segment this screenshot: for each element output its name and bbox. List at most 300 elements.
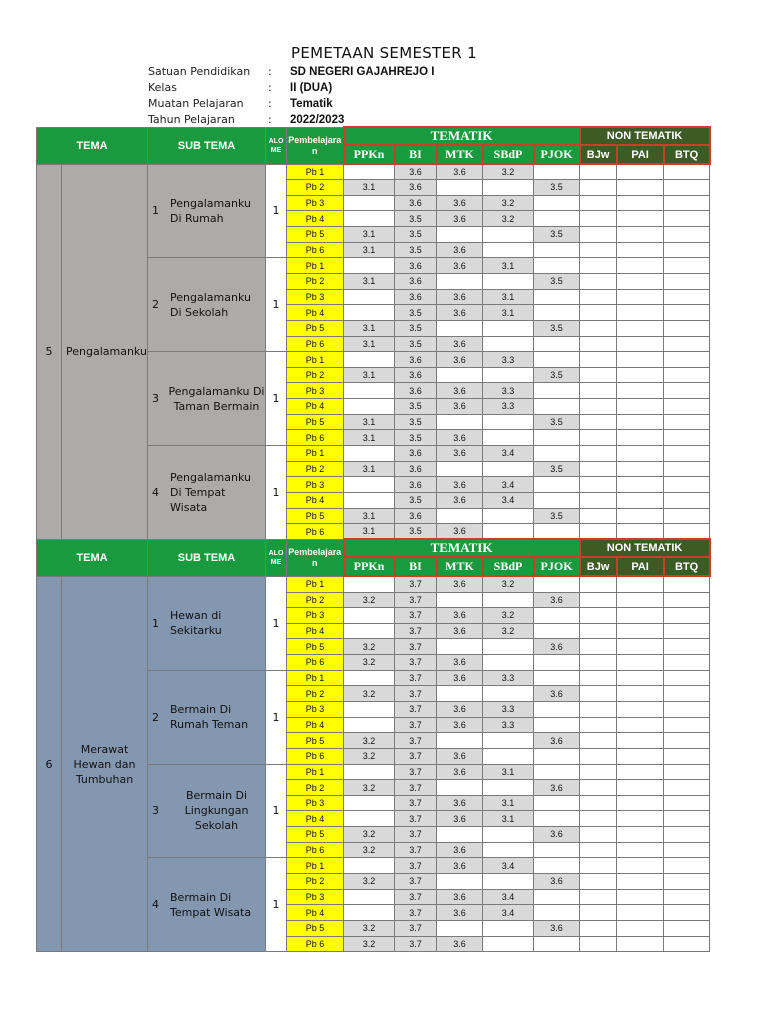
kd-value-bi: 3.7 (395, 905, 437, 921)
kd-value-bjw (580, 920, 617, 936)
kd-value-ppkn: 3.2 (344, 655, 395, 671)
pembelajaran-label: Pb 2 (287, 874, 344, 890)
kd-value-ppkn: 3.2 (344, 639, 395, 655)
kd-value-ppkn (344, 608, 395, 624)
kd-value-mtk (437, 180, 483, 196)
kd-value-bi: 3.7 (395, 702, 437, 718)
kd-value-ppkn: 3.2 (344, 936, 395, 952)
pembelajaran-label: Pb 3 (287, 289, 344, 305)
kd-value-bi: 3.7 (395, 764, 437, 780)
pembelajaran-label: Pb 2 (287, 592, 344, 608)
kd-value-sbdp: 3.1 (483, 795, 534, 811)
kd-value-bjw (580, 352, 617, 368)
alokasi-value: 1 (266, 858, 287, 952)
kd-value-bi: 3.7 (395, 717, 437, 733)
kd-value-bi: 3.5 (395, 414, 437, 430)
kd-value-sbdp: 3.3 (483, 383, 534, 399)
kd-value-bjw (580, 399, 617, 415)
kd-value-sbdp (483, 508, 534, 524)
kd-value-bjw (580, 874, 617, 890)
kd-value-ppkn (344, 477, 395, 493)
kd-value-ppkn (344, 811, 395, 827)
kd-value-pai (617, 273, 664, 289)
kd-value-bi: 3.5 (395, 336, 437, 352)
kd-value-pai (617, 367, 664, 383)
subtema (148, 890, 265, 920)
kd-value-sbdp: 3.4 (483, 889, 534, 905)
header-subtema: SUB TEMA (148, 127, 266, 164)
pembelajaran-label: Pb 2 (287, 461, 344, 477)
kd-value-ppkn (344, 670, 395, 686)
kd-value-bjw (580, 524, 617, 540)
subtema-cell (148, 164, 266, 258)
tema-number: 5 (37, 164, 62, 539)
kd-value-pai (617, 227, 664, 243)
kd-value-bjw (580, 623, 617, 639)
header-alokasi: ALO ME (266, 539, 287, 576)
kd-value-bi: 3.6 (395, 477, 437, 493)
kd-value-mtk: 3.6 (437, 242, 483, 258)
kd-value-ppkn: 3.2 (344, 827, 395, 843)
subtema-number: 2 (152, 298, 160, 312)
kd-value-btq (664, 273, 710, 289)
kd-value-bi: 3.7 (395, 733, 437, 749)
kd-value-ppkn (344, 164, 395, 180)
tema-name: Pengalamanku (62, 164, 148, 539)
kd-value-ppkn (344, 289, 395, 305)
kd-value-pai (617, 399, 664, 415)
kd-value-ppkn (344, 305, 395, 321)
pembelajaran-label: Pb 1 (287, 576, 344, 592)
kd-value-mtk (437, 461, 483, 477)
kd-value-bi: 3.5 (395, 399, 437, 415)
kd-value-mtk (437, 592, 483, 608)
info-row (148, 80, 434, 96)
kd-value-mtk: 3.6 (437, 576, 483, 592)
kd-value-bjw (580, 305, 617, 321)
kd-value-ppkn (344, 446, 395, 462)
kd-value-bjw (580, 858, 617, 874)
kd-value-pjok: 3.5 (534, 320, 580, 336)
kd-value-pjok (534, 764, 580, 780)
kd-value-ppkn: 3.2 (344, 748, 395, 764)
kd-value-mtk (437, 780, 483, 796)
header-subject-sbdp: SBdP (483, 557, 534, 576)
kd-value-bi: 3.7 (395, 827, 437, 843)
kd-value-ppkn (344, 905, 395, 921)
header-tema: TEMA (37, 539, 148, 576)
kd-value-bi: 3.7 (395, 795, 437, 811)
kd-value-sbdp: 3.4 (483, 446, 534, 462)
kd-value-sbdp (483, 414, 534, 430)
tema-name: Merawat Hewan dan Tumbuhan (62, 576, 148, 951)
kd-value-mtk: 3.6 (437, 748, 483, 764)
kd-value-btq (664, 576, 710, 592)
subtema-name: Pengalamanku Di Sekolah (170, 290, 251, 319)
kd-value-btq (664, 414, 710, 430)
kd-value-pjok (534, 352, 580, 368)
subtema-name: Hewan di Sekitarku (170, 609, 222, 638)
kd-value-pjok: 3.5 (534, 227, 580, 243)
kd-value-bjw (580, 795, 617, 811)
kd-value-pai (617, 639, 664, 655)
kd-value-bjw (580, 195, 617, 211)
kd-value-pjok: 3.5 (534, 180, 580, 196)
kd-value-pjok: 3.5 (534, 414, 580, 430)
kd-value-pai (617, 889, 664, 905)
subtema-name: Bermain Di Rumah Teman (170, 703, 249, 732)
kd-value-pai (617, 670, 664, 686)
kd-value-pjok (534, 524, 580, 540)
info-value: 2022/2023 (290, 114, 345, 126)
kd-value-pjok: 3.6 (534, 733, 580, 749)
kd-value-ppkn: 3.2 (344, 780, 395, 796)
kd-value-bi: 3.7 (395, 670, 437, 686)
kd-value-ppkn: 3.1 (344, 320, 395, 336)
kd-value-pjok: 3.6 (534, 592, 580, 608)
kd-value-bjw (580, 842, 617, 858)
kd-value-bi: 3.5 (395, 320, 437, 336)
kd-value-pai (617, 477, 664, 493)
pembelajaran-label: Pb 5 (287, 827, 344, 843)
kd-value-pjok (534, 811, 580, 827)
kd-value-bi: 3.6 (395, 289, 437, 305)
kd-value-bi: 3.6 (395, 195, 437, 211)
subtema-cell (148, 258, 266, 352)
kd-value-bjw (580, 211, 617, 227)
header-pembelajaran: Pembelajara n (287, 539, 344, 576)
pembelajaran-label: Pb 3 (287, 477, 344, 493)
kd-value-pai (617, 383, 664, 399)
kd-value-bjw (580, 446, 617, 462)
kd-value-pai (617, 180, 664, 196)
kd-value-bjw (580, 273, 617, 289)
kd-value-ppkn (344, 889, 395, 905)
kd-value-bi: 3.7 (395, 639, 437, 655)
kd-value-mtk: 3.6 (437, 211, 483, 227)
kd-value-bi: 3.7 (395, 780, 437, 796)
pembelajaran-label: Pb 6 (287, 655, 344, 671)
info-value: II (DUA) (290, 82, 333, 94)
kd-value-pai (617, 242, 664, 258)
kd-value-ppkn: 3.1 (344, 336, 395, 352)
kd-value-mtk (437, 320, 483, 336)
header-tematik: TEMATIK (344, 127, 580, 145)
kd-value-pjok (534, 936, 580, 952)
kd-value-pai (617, 508, 664, 524)
kd-value-bi: 3.6 (395, 180, 437, 196)
subtema-cell (148, 764, 266, 858)
pembelajaran-label: Pb 5 (287, 920, 344, 936)
kd-value-sbdp (483, 242, 534, 258)
kd-value-mtk (437, 827, 483, 843)
kd-value-bi: 3.7 (395, 655, 437, 671)
pembelajaran-label: Pb 3 (287, 195, 344, 211)
kd-value-btq (664, 477, 710, 493)
kd-value-pjok (534, 717, 580, 733)
kd-value-mtk: 3.6 (437, 383, 483, 399)
kd-value-pjok: 3.5 (534, 367, 580, 383)
kd-value-bjw (580, 764, 617, 780)
info-colon: : (268, 65, 272, 78)
kd-value-bjw (580, 936, 617, 952)
kd-value-btq (664, 227, 710, 243)
kd-value-sbdp: 3.1 (483, 289, 534, 305)
kd-value-pjok (534, 655, 580, 671)
kd-value-pai (617, 905, 664, 921)
kd-value-bi: 3.7 (395, 858, 437, 874)
kd-value-pai (617, 702, 664, 718)
kd-value-bjw (580, 180, 617, 196)
kd-value-ppkn (344, 623, 395, 639)
kd-value-sbdp: 3.3 (483, 702, 534, 718)
header-row (37, 539, 710, 557)
kd-value-btq (664, 352, 710, 368)
kd-value-bi: 3.7 (395, 874, 437, 890)
kd-value-pai (617, 780, 664, 796)
kd-value-pai (617, 858, 664, 874)
kd-value-pjok: 3.5 (534, 273, 580, 289)
kd-value-sbdp: 3.2 (483, 623, 534, 639)
kd-value-pai (617, 164, 664, 180)
kd-value-btq (664, 592, 710, 608)
kd-value-sbdp: 3.1 (483, 305, 534, 321)
kd-value-mtk: 3.6 (437, 492, 483, 508)
kd-value-bjw (580, 164, 617, 180)
kd-value-pai (617, 748, 664, 764)
kd-value-mtk: 3.6 (437, 289, 483, 305)
kd-value-pjok (534, 795, 580, 811)
subtema (148, 196, 265, 226)
kd-value-ppkn: 3.1 (344, 273, 395, 289)
pembelajaran-label: Pb 2 (287, 367, 344, 383)
kd-value-sbdp (483, 367, 534, 383)
kd-value-pjok (534, 905, 580, 921)
header-subject-pjok: PJOK (534, 557, 580, 576)
kd-value-bjw (580, 780, 617, 796)
kd-value-mtk: 3.6 (437, 399, 483, 415)
header-subject-bi: BI (395, 557, 437, 576)
subtema-number: 4 (152, 898, 160, 912)
kd-value-bi: 3.6 (395, 367, 437, 383)
kd-value-btq (664, 399, 710, 415)
header-subject-mtk: MTK (437, 145, 483, 164)
kd-value-btq (664, 936, 710, 952)
kd-value-btq (664, 180, 710, 196)
kd-value-bjw (580, 702, 617, 718)
kd-value-sbdp: 3.3 (483, 399, 534, 415)
subtema-number: 2 (152, 710, 160, 724)
header-subject-pai: PAI (617, 557, 664, 576)
kd-value-pai (617, 524, 664, 540)
kd-value-bjw (580, 670, 617, 686)
kd-value-pai (617, 576, 664, 592)
kd-value-bi: 3.5 (395, 524, 437, 540)
kd-value-sbdp (483, 936, 534, 952)
kd-value-btq (664, 524, 710, 540)
kd-value-bi: 3.6 (395, 273, 437, 289)
header-pembelajaran: Pembelajara n (287, 127, 344, 164)
subtema-name: Pengalamanku Di Rumah (170, 196, 251, 225)
kd-value-bjw (580, 811, 617, 827)
table-row (37, 576, 710, 592)
kd-value-pai (617, 811, 664, 827)
kd-value-pjok (534, 889, 580, 905)
kd-value-sbdp: 3.1 (483, 764, 534, 780)
kd-value-pai (617, 608, 664, 624)
kd-value-ppkn: 3.2 (344, 686, 395, 702)
kd-value-btq (664, 242, 710, 258)
kd-value-mtk: 3.6 (437, 258, 483, 274)
kd-value-pjok (534, 258, 580, 274)
kd-value-pai (617, 446, 664, 462)
kd-value-bjw (580, 508, 617, 524)
kd-value-bi: 3.7 (395, 592, 437, 608)
kd-value-bi: 3.7 (395, 686, 437, 702)
alokasi-value: 1 (266, 764, 287, 858)
info-row (148, 64, 434, 80)
pembelajaran-label: Pb 1 (287, 446, 344, 462)
kd-value-ppkn (344, 399, 395, 415)
kd-value-btq (664, 905, 710, 921)
kd-value-mtk: 3.6 (437, 717, 483, 733)
kd-value-sbdp (483, 336, 534, 352)
kd-value-pjok (534, 305, 580, 321)
kd-value-btq (664, 608, 710, 624)
pembelajaran-label: Pb 1 (287, 258, 344, 274)
pembelajaran-label: Pb 2 (287, 780, 344, 796)
kd-value-ppkn: 3.1 (344, 524, 395, 540)
kd-value-pjok (534, 702, 580, 718)
kd-value-pai (617, 305, 664, 321)
header-subject-bi: BI (395, 145, 437, 164)
kd-value-bi: 3.6 (395, 352, 437, 368)
kd-value-btq (664, 446, 710, 462)
kd-value-pai (617, 827, 664, 843)
kd-value-mtk: 3.6 (437, 842, 483, 858)
kd-value-pai (617, 289, 664, 305)
kd-value-ppkn: 3.1 (344, 414, 395, 430)
kd-value-btq (664, 827, 710, 843)
subtema-name: Bermain Di Lingkungan Sekolah (184, 789, 249, 833)
kd-value-pjok (534, 842, 580, 858)
info-colon: : (268, 113, 272, 126)
kd-value-pai (617, 717, 664, 733)
kd-value-pjok (534, 383, 580, 399)
pembelajaran-label: Pb 4 (287, 492, 344, 508)
kd-value-btq (664, 195, 710, 211)
kd-value-btq (664, 639, 710, 655)
kd-value-bi: 3.7 (395, 889, 437, 905)
pembelajaran-label: Pb 4 (287, 305, 344, 321)
mapping-table (36, 126, 711, 952)
kd-value-bi: 3.7 (395, 920, 437, 936)
kd-value-bjw (580, 492, 617, 508)
kd-value-sbdp (483, 780, 534, 796)
subtema (148, 470, 265, 515)
info-label: Satuan Pendidikan (148, 65, 251, 78)
kd-value-mtk: 3.6 (437, 858, 483, 874)
kd-value-pai (617, 842, 664, 858)
kd-value-mtk (437, 874, 483, 890)
kd-value-btq (664, 164, 710, 180)
pemetaan-table (36, 126, 711, 952)
subtema-name: Pengalamanku Di Tempat Wisata (170, 470, 251, 514)
kd-value-btq (664, 764, 710, 780)
kd-value-mtk: 3.6 (437, 623, 483, 639)
kd-value-sbdp (483, 461, 534, 477)
subtema-number: 4 (152, 485, 160, 499)
kd-value-sbdp (483, 827, 534, 843)
kd-value-btq (664, 655, 710, 671)
kd-value-bi: 3.6 (395, 508, 437, 524)
kd-value-pjok (534, 195, 580, 211)
pembelajaran-label: Pb 5 (287, 508, 344, 524)
kd-value-sbdp: 3.2 (483, 608, 534, 624)
kd-value-pai (617, 592, 664, 608)
kd-value-sbdp (483, 592, 534, 608)
kd-value-pjok (534, 289, 580, 305)
kd-value-pjok (534, 399, 580, 415)
kd-value-sbdp (483, 524, 534, 540)
kd-value-sbdp (483, 748, 534, 764)
info-row (148, 96, 434, 112)
kd-value-pjok (534, 858, 580, 874)
kd-value-mtk (437, 273, 483, 289)
header-subject-ppkn: PPKn (344, 145, 395, 164)
table-row (37, 164, 710, 180)
kd-value-pai (617, 258, 664, 274)
kd-value-sbdp (483, 733, 534, 749)
kd-value-mtk: 3.6 (437, 608, 483, 624)
kd-value-btq (664, 289, 710, 305)
subtema-number: 1 (152, 616, 160, 630)
kd-value-sbdp: 3.2 (483, 576, 534, 592)
kd-value-pjok (534, 211, 580, 227)
pembelajaran-label: Pb 6 (287, 936, 344, 952)
pembelajaran-label: Pb 3 (287, 795, 344, 811)
kd-value-pai (617, 352, 664, 368)
info-label: Kelas (148, 81, 177, 94)
header-subject-sbdp: SBdP (483, 145, 534, 164)
kd-value-bi: 3.7 (395, 936, 437, 952)
kd-value-pjok: 3.6 (534, 686, 580, 702)
pembelajaran-label: Pb 1 (287, 352, 344, 368)
info-value: Tematik (290, 98, 333, 110)
kd-value-bjw (580, 242, 617, 258)
kd-value-btq (664, 430, 710, 446)
kd-value-bi: 3.6 (395, 461, 437, 477)
subtema-cell (148, 670, 266, 764)
info-label: Muatan Pelajaran (148, 97, 244, 110)
kd-value-bjw (580, 227, 617, 243)
kd-value-ppkn (344, 576, 395, 592)
kd-value-btq (664, 748, 710, 764)
header-subject-mtk: MTK (437, 557, 483, 576)
pembelajaran-label: Pb 5 (287, 320, 344, 336)
pembelajaran-label: Pb 5 (287, 733, 344, 749)
header-subject-ppkn: PPKn (344, 557, 395, 576)
kd-value-sbdp: 3.1 (483, 811, 534, 827)
pembelajaran-label: Pb 1 (287, 764, 344, 780)
pembelajaran-label: Pb 3 (287, 608, 344, 624)
kd-value-mtk: 3.6 (437, 195, 483, 211)
kd-value-bi: 3.7 (395, 842, 437, 858)
kd-value-pai (617, 211, 664, 227)
kd-value-btq (664, 508, 710, 524)
kd-value-ppkn: 3.2 (344, 874, 395, 890)
kd-value-btq (664, 733, 710, 749)
